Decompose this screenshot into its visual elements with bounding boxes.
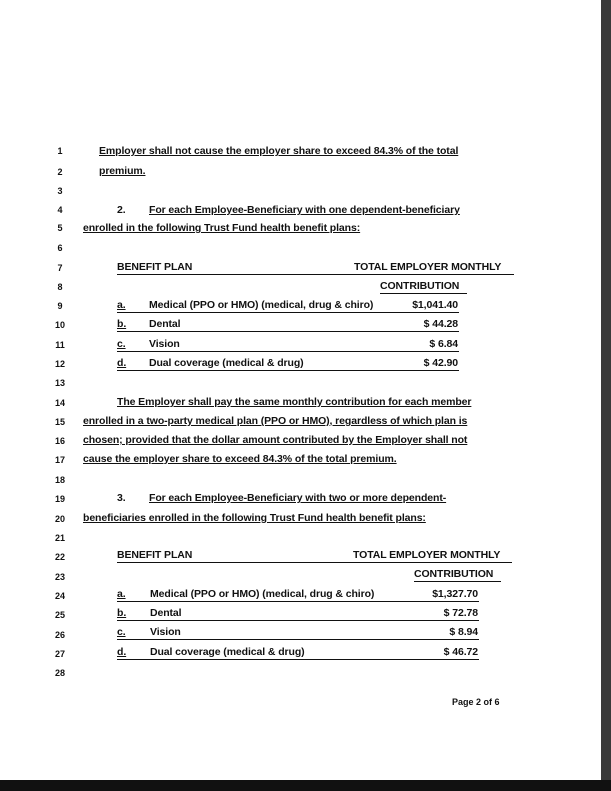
- header-total-employer-monthly: TOTAL EMPLOYER MONTHLY: [353, 549, 501, 561]
- header-contribution: CONTRIBUTION: [380, 280, 460, 292]
- row-rule: [117, 331, 459, 332]
- line-number: 3: [57, 186, 63, 196]
- row-rule: [117, 601, 479, 602]
- row-rule: [117, 370, 459, 371]
- section-number: 2.: [117, 204, 126, 216]
- line-number: 15: [54, 417, 65, 427]
- row-letter: c.: [117, 626, 126, 638]
- row-rule: [117, 351, 459, 352]
- row-letter: b.: [117, 607, 127, 619]
- section-heading-line: beneficiaries enrolled in the following Trust Fund health benefit plans:: [83, 512, 426, 524]
- line-number: 22: [54, 552, 65, 562]
- row-plan: Dual coverage (medical & drug): [149, 357, 304, 369]
- line-number: 4: [57, 205, 63, 215]
- row-amount: $ 8.94: [449, 626, 478, 638]
- line-number: 25: [54, 610, 65, 620]
- header-rule: [117, 274, 514, 275]
- row-plan: Medical (PPO or HMO) (medical, drug & chiro): [150, 588, 375, 600]
- row-letter: d.: [117, 357, 127, 369]
- line-number: 10: [54, 320, 65, 330]
- line-number: 26: [54, 630, 65, 640]
- paragraph-line: Employer shall not cause the employer share to exceed 84.3% of the total: [99, 145, 459, 157]
- row-rule: [117, 639, 479, 640]
- line-number: 2: [57, 167, 63, 177]
- line-number: 20: [54, 514, 65, 524]
- row-plan: Vision: [150, 626, 181, 638]
- row-plan: Medical (PPO or HMO) (medical, drug & chiro): [149, 299, 374, 311]
- paragraph-line: enrolled in a two-party medical plan (PPO or HMO), regardless of which plan is: [83, 415, 468, 427]
- line-number: 11: [55, 340, 65, 350]
- line-number: 13: [54, 378, 65, 388]
- line-number: 23: [54, 572, 65, 582]
- row-plan: Dental: [150, 607, 182, 619]
- header-benefit-plan: BENEFIT PLAN: [117, 549, 193, 561]
- row-plan: Vision: [149, 338, 180, 350]
- row-plan: Dental: [149, 318, 181, 330]
- page-number: Page 2 of 6: [452, 697, 500, 707]
- header-rule: [380, 293, 467, 294]
- row-amount: $ 46.72: [443, 646, 478, 658]
- row-letter: a.: [117, 299, 126, 311]
- line-number: 16: [54, 436, 65, 446]
- row-letter: d.: [117, 646, 127, 658]
- row-amount: $ 6.84: [429, 338, 458, 350]
- line-number: 5: [57, 223, 63, 233]
- section-heading-line: For each Employee-Beneficiary with two or more dependent-: [149, 492, 447, 504]
- section-heading-line: enrolled in the following Trust Fund health benefit plans:: [83, 222, 361, 234]
- viewer-edge-right: [601, 0, 611, 791]
- header-rule: [414, 581, 501, 582]
- viewer-edge-bottom: [0, 780, 611, 791]
- row-amount: $ 44.28: [423, 318, 458, 330]
- paragraph-line: The Employer shall pay the same monthly contribution for each member: [117, 396, 472, 408]
- line-number: 27: [54, 649, 65, 659]
- row-letter: c.: [117, 338, 126, 350]
- row-plan: Dual coverage (medical & drug): [150, 646, 305, 658]
- row-rule: [117, 620, 479, 621]
- line-number: 8: [57, 282, 63, 292]
- line-number: 7: [57, 263, 63, 273]
- line-number: 18: [54, 475, 65, 485]
- header-benefit-plan: BENEFIT PLAN: [117, 261, 193, 273]
- row-rule: [117, 659, 479, 660]
- header-total-employer-monthly: TOTAL EMPLOYER MONTHLY: [354, 261, 502, 273]
- line-number: 9: [57, 301, 63, 311]
- header-rule: [117, 562, 512, 563]
- row-amount: $1,327.70: [432, 588, 478, 600]
- line-number: 6: [57, 243, 63, 253]
- row-rule: [117, 312, 459, 313]
- line-number: 14: [54, 398, 65, 408]
- line-number: 17: [54, 455, 65, 465]
- section-number: 3.: [117, 492, 126, 504]
- paragraph-line: chosen; provided that the dollar amount contributed by the Employer shall not: [83, 434, 468, 446]
- line-number: 12: [54, 359, 65, 369]
- row-amount: $ 42.90: [423, 357, 458, 369]
- row-amount: $ 72.78: [443, 607, 478, 619]
- row-letter: a.: [117, 588, 126, 600]
- row-amount: $1,041.40: [412, 299, 458, 311]
- header-contribution: CONTRIBUTION: [414, 568, 494, 580]
- section-heading-line: For each Employee-Beneficiary with one dependent-beneficiary: [149, 204, 460, 216]
- line-number: 1: [57, 146, 63, 156]
- row-letter: b.: [117, 318, 127, 330]
- line-number: 19: [54, 494, 65, 504]
- paragraph-line: premium.: [99, 165, 146, 177]
- line-number: 28: [54, 668, 65, 678]
- line-number: 21: [54, 533, 65, 543]
- paragraph-line: cause the employer share to exceed 84.3% of the total premium.: [83, 453, 397, 465]
- line-number: 24: [54, 591, 65, 601]
